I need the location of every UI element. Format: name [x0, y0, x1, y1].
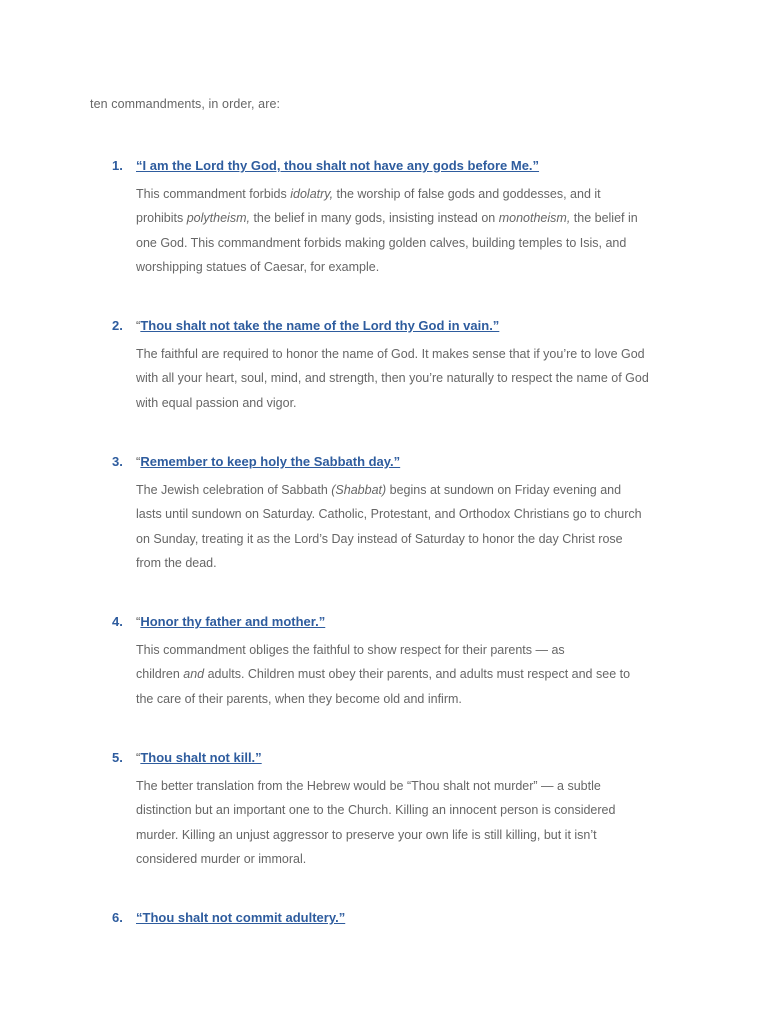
commandment-title-link[interactable]: Remember to keep holy the Sabbath day.”	[140, 454, 401, 469]
emphasis-text: polytheism,	[186, 211, 250, 226]
commandment-number: 6.	[112, 910, 123, 925]
emphasis-text: monotheism,	[498, 211, 571, 226]
commandment-description: This commandment forbids idolatry, the worship of false gods and goddesses, and it prohibits polytheism, the belief in many gods, insisting instead on monotheism, the belief in one God. This commandment forbids making golden calves, building temples to Isis, and worshipping statues of Caesar, for example.	[136, 187, 638, 274]
emphasis-text: idolatry,	[290, 187, 334, 201]
commandment-number: 3.	[112, 454, 123, 469]
commandment-title-link[interactable]: Thou shalt not take the name of the Lord thy God in vain.”	[140, 318, 500, 333]
commandment-number: 1.	[112, 158, 123, 173]
intro-text: ten commandments, in order, are:	[90, 97, 281, 111]
commandment-description: This commandment obliges the faithful to show respect for their parents — as children and adults. Children must obey their parents, and adults must respect and see to the care of their parents, when they become old and infirm.	[136, 643, 631, 706]
open-quote: “	[136, 318, 141, 333]
commandment-title-link[interactable]: “Thou shalt not commit adultery.”	[136, 910, 346, 925]
open-quote: “	[136, 454, 141, 469]
commandment-title-link[interactable]: Honor thy father and mother.”	[140, 614, 326, 629]
commandment-number: 2.	[112, 318, 123, 333]
open-quote: “	[136, 750, 141, 765]
commandment-description: The better translation from the Hebrew would be “Thou shalt not murder” — a subtle distinction but an important one to the Church. Killing an innocent person is considered murder. Killing an unjust aggressor to preserve your own life is still killing, but it isn’t considered murder or immoral.	[136, 779, 616, 866]
commandment-heading	[112, 318, 499, 333]
emphasis-text: and	[183, 667, 205, 682]
open-quote: “	[136, 614, 141, 629]
commandment-heading	[112, 614, 325, 629]
emphasis-text: (Shabbat)	[331, 483, 387, 497]
commandment-title-link[interactable]: Thou shalt not kill.”	[140, 750, 262, 765]
commandment-title-link[interactable]: “I am the Lord thy God, thou shalt not have any gods before Me.”	[136, 158, 540, 173]
commandment-description: The faithful are required to honor the name of God. It makes sense that if you’re to love God with all your heart, soul, mind, and strength, then you’re naturally to respect the name of God with equal passion and vigor.	[136, 347, 649, 410]
commandment-number: 5.	[112, 750, 123, 765]
commandment-number: 4.	[112, 614, 123, 629]
commandment-description: The Jewish celebration of Sabbath (Shabbat) begins at sundown on Friday evening and lasts until sundown on Saturday. Catholic, Protestant, and Orthodox Christians go to church on Sunday, treating it as the Lord’s Day instead of Saturday to honor the day Christ rose from the dead.	[136, 483, 642, 570]
commandment-heading	[112, 454, 400, 469]
commandment-heading	[112, 158, 539, 173]
commandment-heading	[112, 910, 345, 925]
commandment-heading	[112, 750, 262, 765]
